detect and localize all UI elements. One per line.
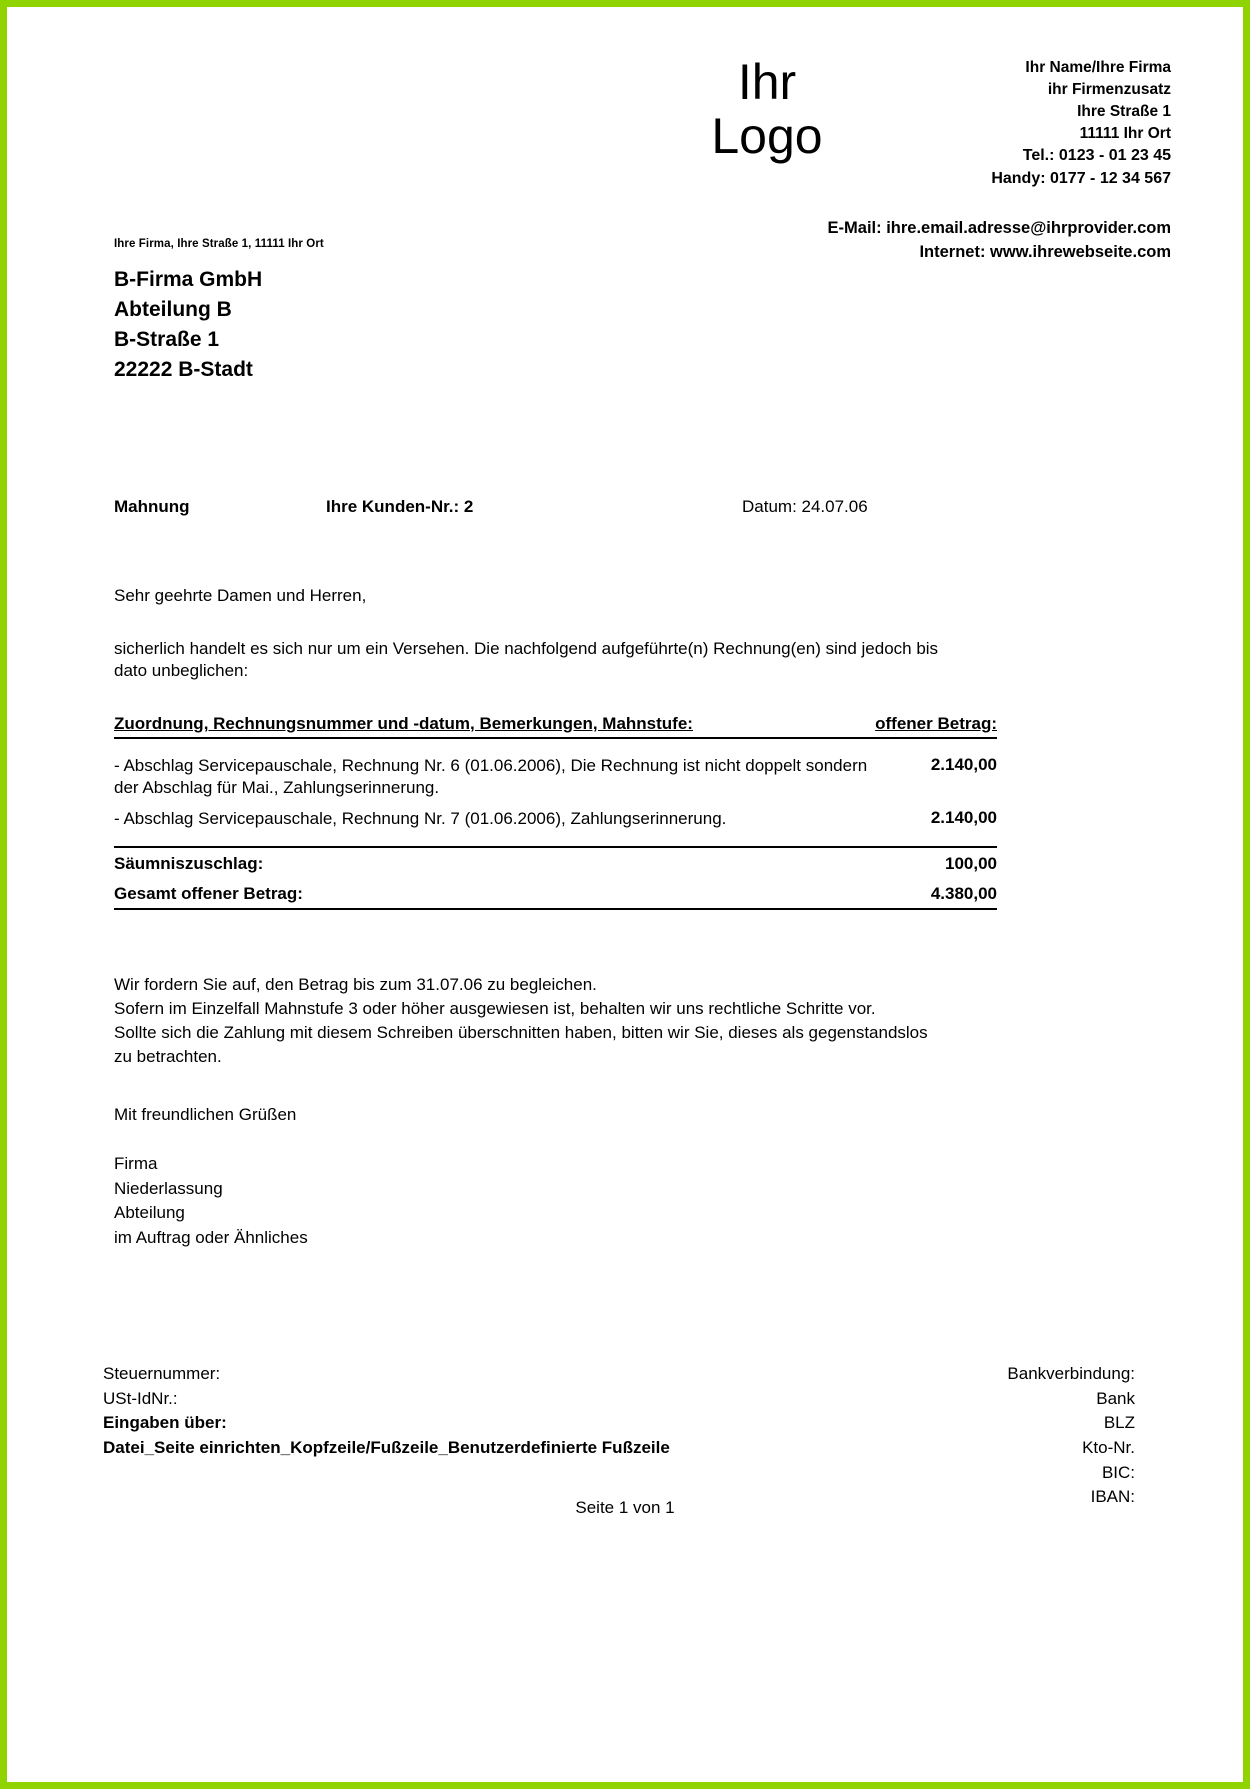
bank-name-label: Bank (1096, 1388, 1135, 1408)
item-description: - Abschlag Servicepauschale, Rechnung Nr. 7 (01.06.2006), Zahlungserinnerung. (114, 808, 727, 828)
surcharge-row (114, 848, 997, 878)
document-kind: Mahnung (114, 497, 190, 516)
company-logo (657, 55, 877, 163)
bank-details-label: Bankverbindung: (1007, 1364, 1135, 1383)
footer-bank-block (1007, 1362, 1135, 1510)
iban-label: IBAN: (1090, 1487, 1135, 1507)
signature-line: im Auftrag oder Ähnliches (114, 1227, 308, 1247)
tax-number-label: Steuernummer: (103, 1364, 221, 1383)
total-row (114, 878, 997, 910)
recipient-address-block (114, 265, 262, 385)
bank-code-label: BLZ (1103, 1413, 1135, 1433)
recipient-line: Abteilung B (114, 298, 232, 322)
page-number: Seite 1 von 1 (575, 1498, 675, 1517)
sender-phone: Tel.: 0123 - 01 23 45 (1022, 147, 1171, 164)
table-header-description: Zuordnung, Rechnungsnummer und -datum, Bemerkungen, Mahnstufe: (114, 714, 693, 733)
sender-street: Ihre Straße 1 (1077, 103, 1171, 120)
sender-city: 11111 Ihr Ort (1079, 125, 1171, 142)
total-amount: 4.380,00 (930, 884, 997, 904)
input-hint-path: Datei_Seite einrichten_Kopfzeile/Fußzeile_Benutzerdefinierte Fußzeile (103, 1437, 670, 1457)
item-amount: 2.140,00 (930, 755, 997, 774)
sender-web-block (828, 217, 1171, 265)
return-address-line: Ihre Firma, Ihre Straße 1, 11111 Ihr Ort (114, 238, 324, 250)
closing-paragraph (114, 973, 1004, 1070)
input-hint-label: Eingaben über: (103, 1413, 227, 1433)
table-header-row (114, 714, 997, 739)
regards-line: Mit freundlichen Grüßen (114, 1105, 297, 1124)
table-row (114, 755, 997, 800)
item-description: - Abschlag Servicepauschale, Rechnung Nr. 6 (01.06.2006), Die Rechnung ist nicht doppelt sondern der Abschlag für Mai., Zahlungserinnerung. (114, 756, 868, 798)
logo-line-2: Logo (711, 108, 823, 164)
sender-phone-block (991, 145, 1171, 190)
sender-address-block (1025, 57, 1171, 145)
sender-internet: Internet: www.ihrewebseite.com (919, 242, 1171, 261)
sender-addition: ihr Firmenzusatz (1047, 81, 1171, 98)
document-date: Datum: 24.07.06 (742, 497, 868, 516)
salutation: Sehr geehrte Damen und Herren, (114, 586, 367, 605)
table-row (114, 808, 997, 830)
vat-id-label: USt-IdNr.: (103, 1388, 178, 1408)
surcharge-label: Säumniszuschlag: (114, 854, 264, 874)
recipient-line: B-Firma GmbH (114, 268, 263, 291)
customer-number: Ihre Kunden-Nr.: 2 (326, 497, 474, 516)
total-label: Gesamt offener Betrag: (114, 884, 303, 904)
closing-line-4: zu betrachten. (114, 1047, 222, 1067)
surcharge-amount: 100,00 (945, 854, 997, 874)
logo-line-1: Ihr (737, 54, 797, 110)
closing-line-2: Sofern im Einzelfall Mahnstufe 3 oder höher ausgewiesen ist, behalten wir uns rechtliche Schritte vor. (114, 999, 876, 1019)
recipient-line: 22222 B-Stadt (114, 358, 253, 382)
table-header-amount: offener Betrag: (875, 714, 997, 733)
item-amount: 2.140,00 (930, 807, 997, 827)
account-number-label: Kto-Nr. (1082, 1437, 1135, 1457)
signature-line: Abteilung (114, 1203, 185, 1223)
closing-line-3: Sollte sich die Zahlung mit diesem Schreiben überschnitten haben, bitten wir Sie, dieses als gegenstandslos (114, 1023, 928, 1043)
signature-line: Niederlassung (114, 1178, 223, 1198)
closing-line-1: Wir fordern Sie auf, den Betrag bis zum 31.07.06 zu begleichen. (114, 975, 597, 994)
intro-line-2: dato unbeglichen: (114, 661, 249, 681)
intro-line-1: sicherlich handelt es sich nur um ein Versehen. Die nachfolgend aufgeführte(n) Rechnung(en) sind jedoch bis (114, 638, 939, 658)
document-sheet (7, 7, 1243, 1782)
letter-body (114, 585, 997, 683)
bic-label: BIC: (1101, 1462, 1135, 1482)
open-items-table (114, 714, 997, 910)
signature-block (114, 1152, 308, 1251)
sender-mobile: Handy: 0177 - 12 34 567 (991, 169, 1171, 187)
sender-email: E-Mail: ihre.email.adresse@ihrprovider.com (827, 219, 1171, 237)
sender-name: Ihr Name/Ihre Firma (1025, 59, 1171, 76)
signature-line: Firma (114, 1154, 158, 1173)
footer-left-block (103, 1362, 670, 1461)
recipient-line: B-Straße 1 (114, 328, 220, 352)
table-body (114, 739, 997, 830)
intro-paragraph (114, 638, 997, 683)
